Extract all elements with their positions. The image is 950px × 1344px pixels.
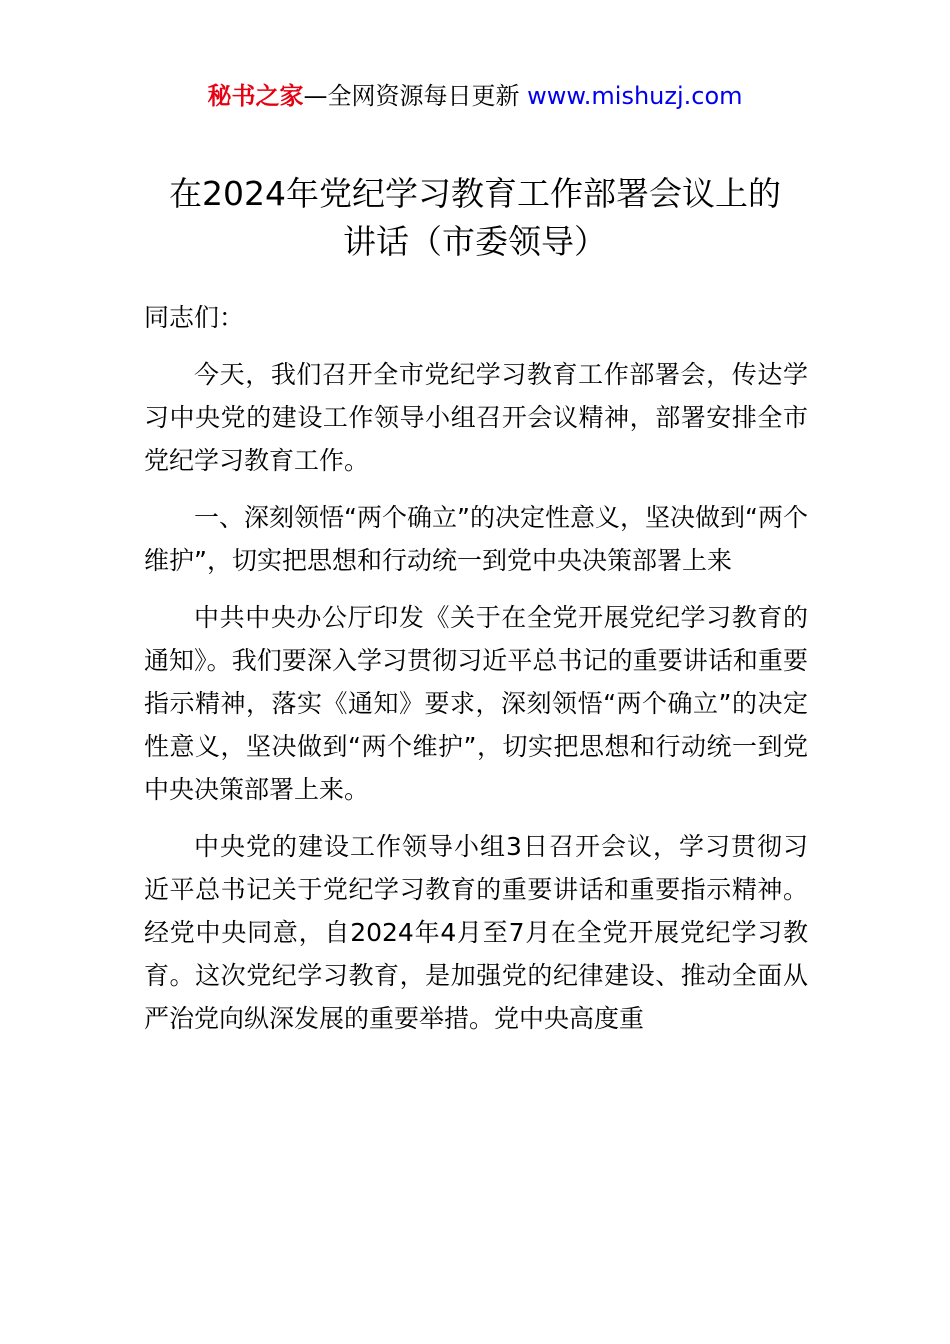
site-url-link[interactable]: www.mishuzj.com: [527, 82, 743, 110]
document-body: [144, 296, 808, 1047]
title-line-1: 在2024年党纪学习教育工作部署会议上的: [169, 174, 781, 213]
site-tagline: —全网资源每日更新: [303, 82, 528, 110]
document-title: [100, 170, 850, 266]
site-header: [0, 80, 950, 112]
salutation: 同志们：: [144, 303, 245, 332]
brand-name: 秘书之家: [207, 82, 304, 110]
section-heading: 一、深刻领悟“两个确立”的决定性意义，坚决做到“两个维护”，切实把思想和行动统一到党中央决策部署上来: [144, 503, 808, 575]
title-line-2: 讲话（市委领导）: [343, 222, 607, 261]
body-paragraph: 中共中央办公厅印发《关于在全党开展党纪学习教育的通知》。我们要深入学习贯彻习近平总书记的重要讲话和重要指示精神，落实《通知》要求，深刻领悟“两个确立”的决定性意义，坚决做到“两个维护”，切实把思想和行动统一到党中央决策部署上来。: [144, 603, 808, 804]
intro-paragraph: 今天，我们召开全市党纪学习教育工作部署会，传达学习中央党的建设工作领导小组召开会议精神，部署安排全市党纪学习教育工作。: [144, 360, 808, 475]
body-paragraph: 中央党的建设工作领导小组3日召开会议，学习贯彻习近平总书记关于党纪学习教育的重要讲话和重要指示精神。经党中央同意，自2024年4月至7月在全党开展党纪学习教育。这次党纪学习教育，是加强党的纪律建设、推动全面从严治党向纵深发展的重要举措。党中央高度重: [144, 832, 808, 1033]
